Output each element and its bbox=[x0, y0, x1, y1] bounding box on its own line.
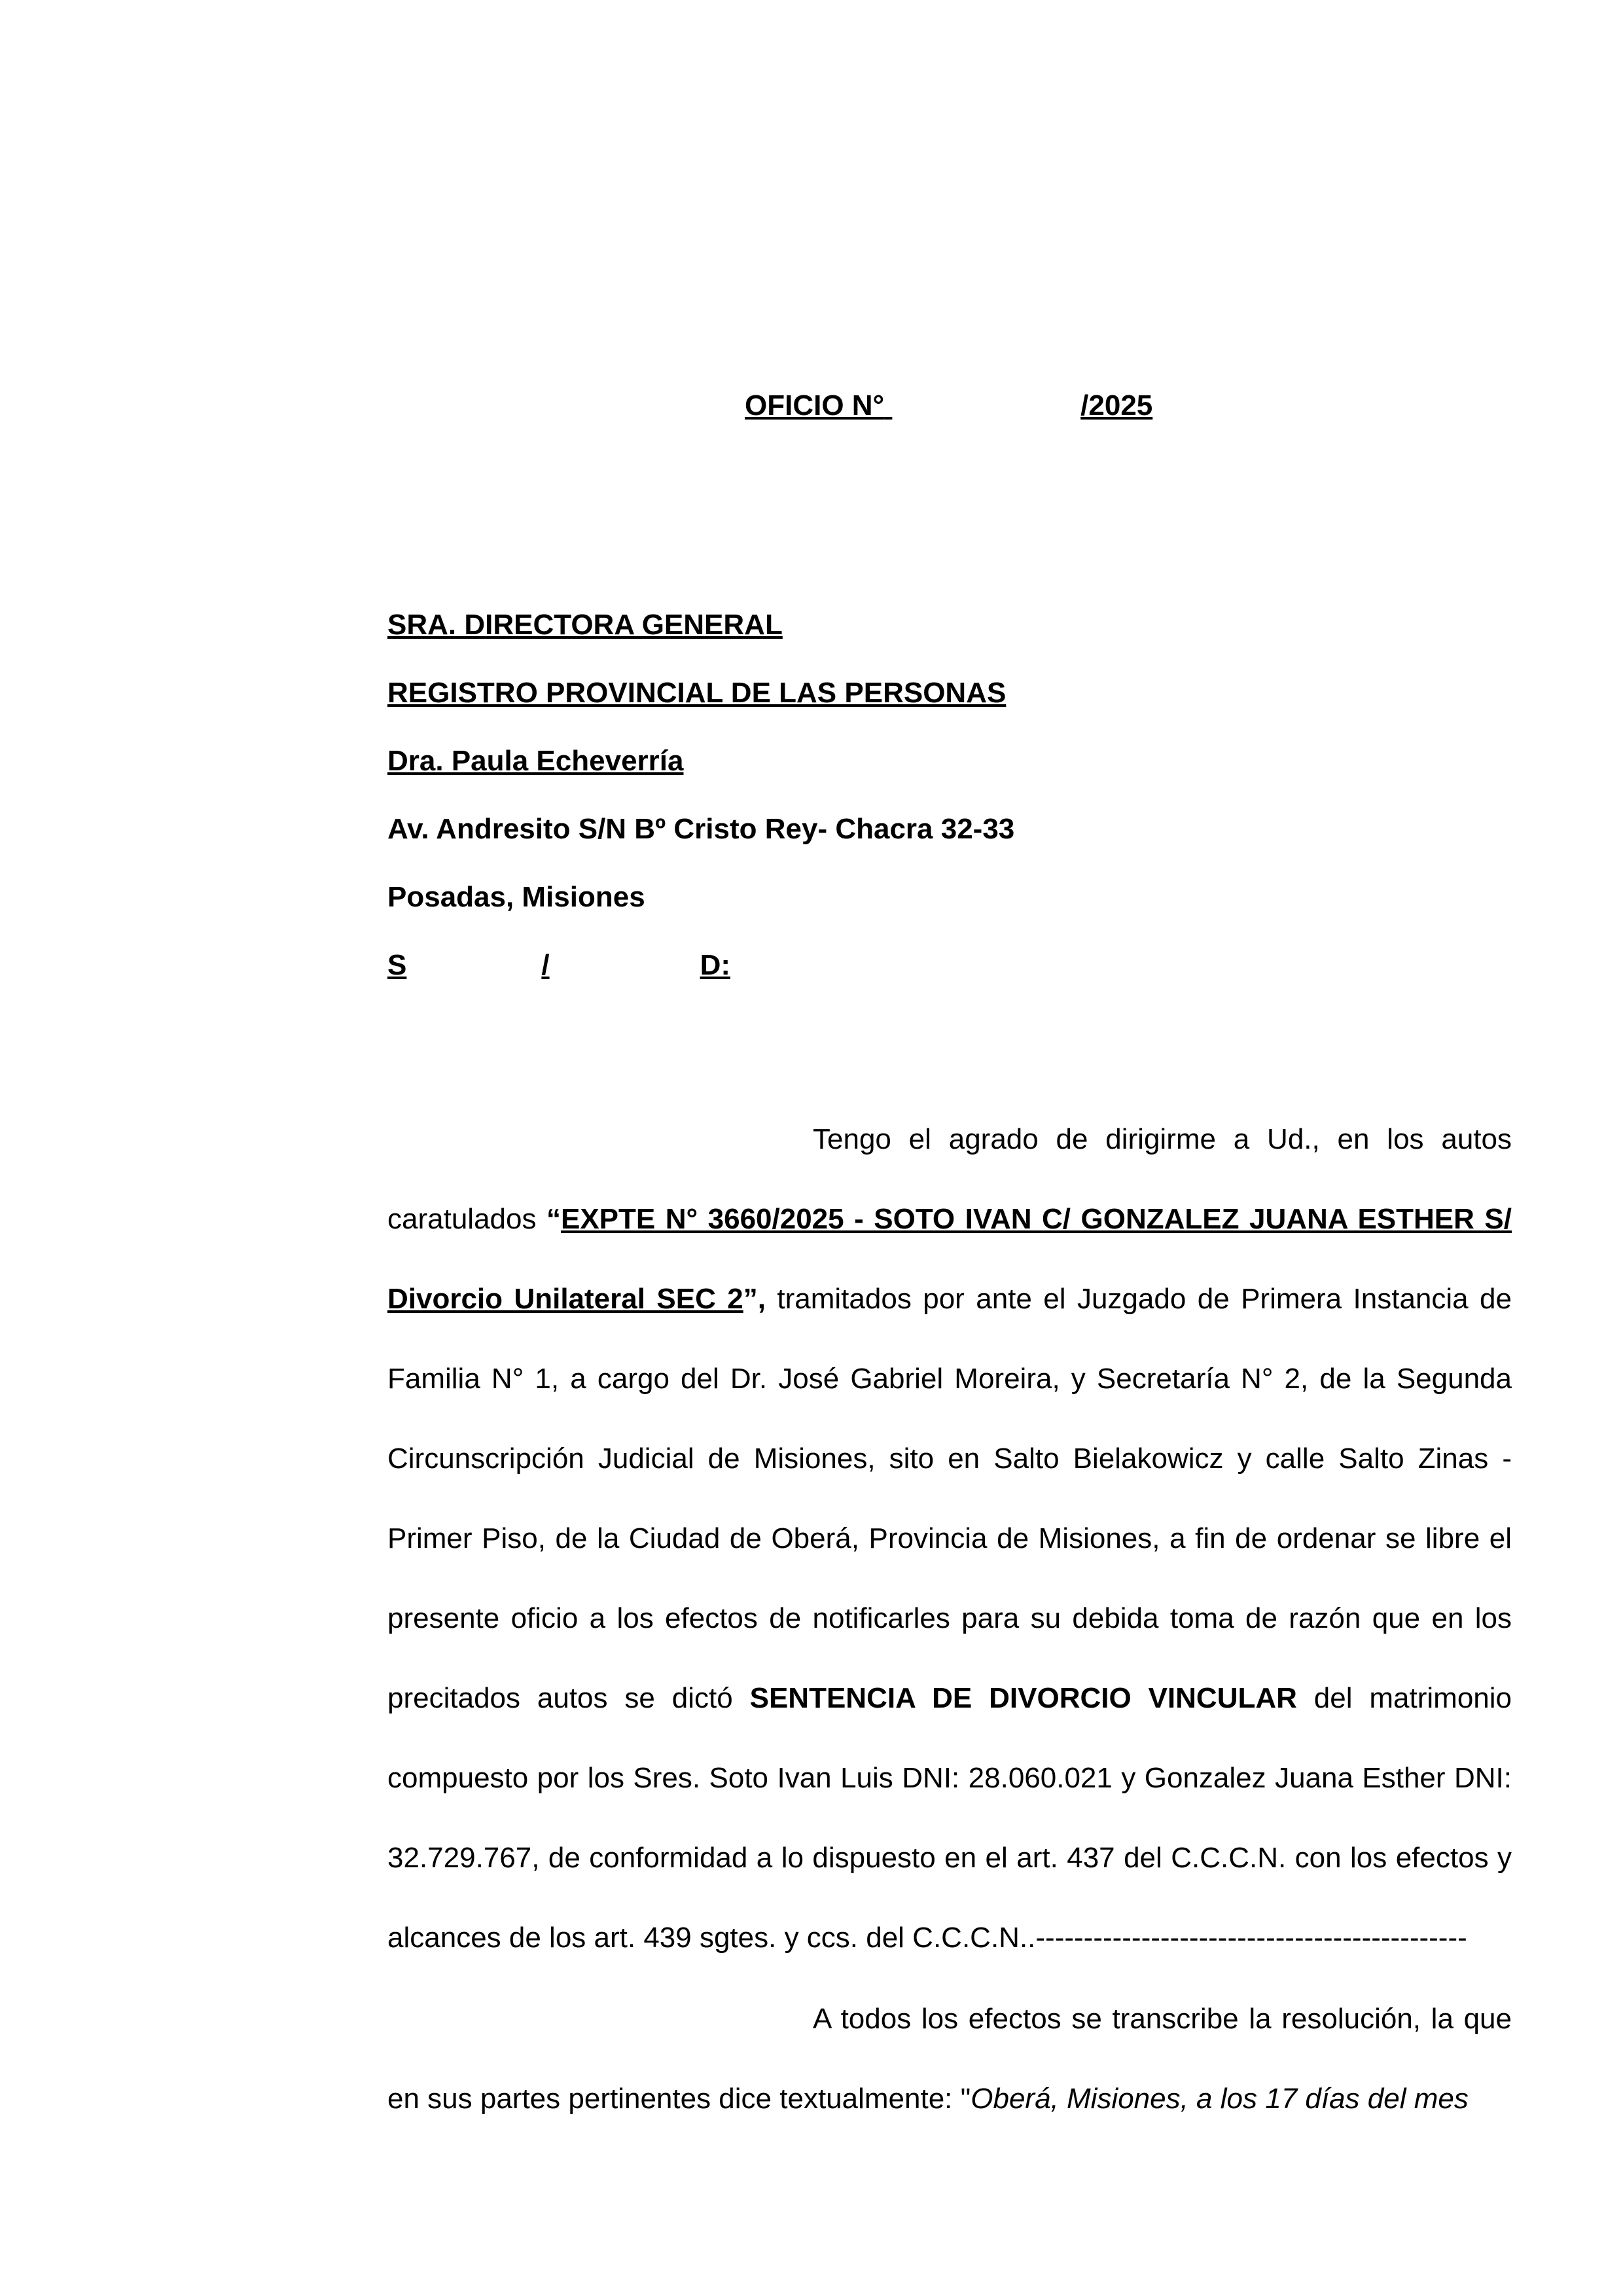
paragraph-intro: Tengo el agrado de dirigirme a Ud., en los autos caratulados bbox=[387, 1123, 1512, 1235]
resolution-quote: Oberá, Misiones, a los 17 días del mes bbox=[971, 2083, 1469, 2115]
title-number-blank bbox=[884, 386, 1080, 425]
case-title: EXPTE N° 3660/2025 - SOTO IVAN C/ GONZALEZ JUANA ESTHER S/ Divorcio Unilateral SEC 2 bbox=[387, 1203, 1512, 1315]
sd-d: D: bbox=[700, 949, 731, 981]
paragraph2-intro: A todos los efectos se transcribe la resolución, la que en sus partes pertinentes dice textualmente: " bbox=[387, 2003, 1512, 2115]
body-paragraph-1 bbox=[387, 1100, 1512, 1978]
addressee-city: Posadas, Misiones bbox=[387, 881, 645, 913]
addressee-institution: REGISTRO PROVINCIAL DE LAS PERSONAS bbox=[387, 677, 1007, 709]
sd-slash: / bbox=[541, 949, 550, 981]
case-quote-open: “ bbox=[546, 1203, 561, 1235]
addressee-address: Av. Andresito S/N Bº Cristo Rey- Chacra 32-33 bbox=[387, 813, 1015, 845]
addressee-title: SRA. DIRECTORA GENERAL bbox=[387, 609, 783, 641]
case-quote-close: ”, bbox=[743, 1283, 766, 1315]
title-suffix: /2025 bbox=[1080, 389, 1153, 422]
paragraph-end: del matrimonio compuesto por los Sres. Soto Ivan Luis DNI: 28.060.021 y Gonzalez Juana Esther DNI: 32.729.767, de conformidad a lo dispuesto en el art. 437 del C.C.C.N. con los efectos y alcances de los art. 439 sgtes. y ccs. del C.C.C.N..--------------------------------------------- bbox=[387, 1682, 1512, 1954]
salutation-sd bbox=[387, 931, 1014, 999]
sentence-type: SENTENCIA DE DIVORCIO VINCULAR bbox=[749, 1682, 1297, 1714]
addressee-name: Dra. Paula Echeverría bbox=[387, 745, 684, 777]
title-prefix: OFICIO N° bbox=[745, 389, 885, 422]
body-paragraph-2 bbox=[387, 1979, 1512, 2139]
sd-s: S bbox=[387, 949, 407, 981]
addressee-block bbox=[387, 591, 1014, 999]
document-title bbox=[745, 386, 1152, 425]
paragraph-middle: tramitados por ante el Juzgado de Primera Instancia de Familia N° 1, a cargo del Dr. José Gabriel Moreira, y Secretaría N° 2, de la Segunda Circunscripción Judicial de Misiones, sito en Salto Bielakowicz y calle Salto Zinas - Primer Piso, de la Ciudad de Oberá, Provincia de Misiones, a fin de ordenar se libre el presente oficio a los efectos de notificarles para su debida toma de razón que en los precitados autos se dictó bbox=[387, 1283, 1512, 1714]
